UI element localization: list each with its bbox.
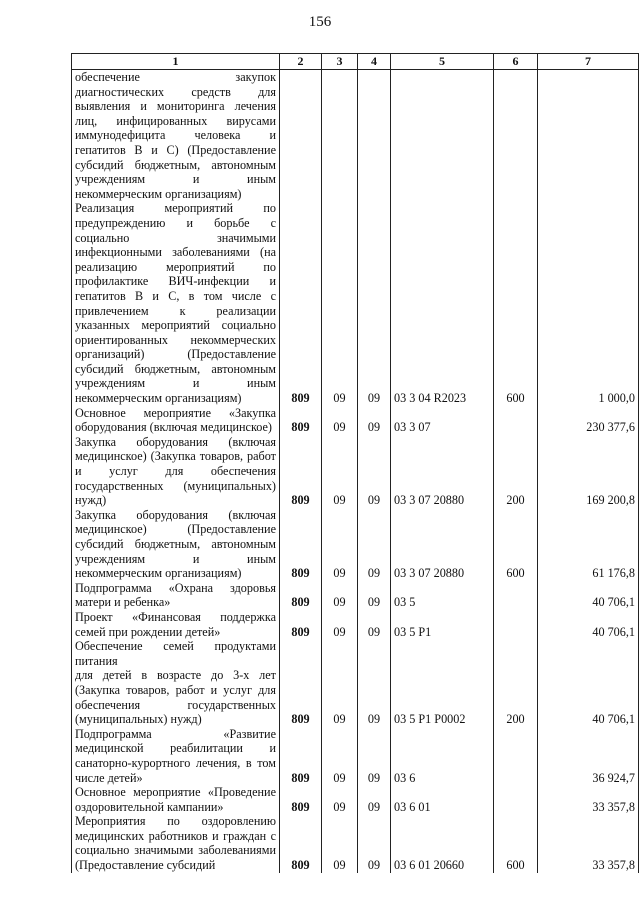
row-description	[72, 639, 280, 727]
description-line: организаций) (Предоставление	[75, 347, 276, 362]
amount: 36 924,7	[538, 727, 639, 785]
description-line: медицинской реабилитации и	[75, 741, 276, 756]
grbs-code: 809	[280, 785, 322, 814]
row-description	[72, 508, 280, 581]
expense-type-code: 600	[494, 814, 538, 872]
expense-type-code: 600	[494, 508, 538, 581]
expense-type-code: 200	[494, 435, 538, 508]
subsection-code: 09	[358, 406, 391, 435]
description-line: профилактике ВИЧ-инфекции и	[75, 274, 276, 289]
budget-table	[71, 53, 639, 873]
description-line: Закупка оборудования (включая	[75, 507, 276, 522]
section-code: 09	[322, 610, 358, 639]
subsection-code: 09	[358, 581, 391, 610]
description-line: некоммерческим организациям)	[75, 186, 242, 201]
table-body	[72, 70, 639, 873]
grbs-code: 809	[280, 201, 322, 405]
description-line: обеспечение закупок	[75, 70, 276, 84]
subsection-code: 09	[358, 610, 391, 639]
expense-type-code	[494, 581, 538, 610]
col-header-pr: 4	[358, 54, 391, 70]
description-line: Основное мероприятие «Проведение	[75, 785, 276, 800]
grbs-code: 809	[280, 581, 322, 610]
description-line: реализацию мероприятий по	[75, 259, 276, 274]
subsection-code: 09	[358, 785, 391, 814]
section-code: 09	[322, 785, 358, 814]
row-description	[72, 610, 280, 639]
description-line: выявления и мониторинга лечения	[75, 99, 276, 114]
description-line: медицинское) (Предоставление	[75, 522, 276, 537]
description-line: учреждениям и иным	[75, 551, 276, 566]
expense-type-code: 200	[494, 639, 538, 727]
description-line: Обеспечение семей продуктами	[75, 639, 276, 654]
row-description	[72, 581, 280, 610]
description-line: диагностических средств для	[75, 84, 276, 99]
amount: 40 706,1	[538, 581, 639, 610]
description-line: Подпрограмма «Развитие	[75, 726, 276, 741]
description-line: субсидий бюджетным, автономным	[75, 537, 276, 551]
row-description	[72, 435, 280, 508]
grbs-code: 809	[280, 727, 322, 785]
target-article-code: 03 3 04 R2023	[391, 201, 494, 405]
description-line: числе детей»	[75, 770, 143, 785]
table-row	[72, 610, 639, 639]
row-description	[72, 785, 280, 814]
subsection-code: 09	[358, 201, 391, 405]
table-row	[72, 639, 639, 727]
section-code: 09	[322, 201, 358, 405]
description-line: Подпрограмма «Охрана здоровья	[75, 580, 276, 595]
expense-type-code	[494, 785, 538, 814]
row-description	[72, 814, 280, 872]
description-line: оздоровительной кампании»	[75, 799, 224, 814]
description-line: санаторно-курортного лечения, в том	[75, 755, 276, 770]
table-row	[72, 508, 639, 581]
subsection-code: 09	[358, 727, 391, 785]
expense-type-code	[494, 70, 538, 202]
description-line: Реализация мероприятий по	[75, 201, 276, 216]
description-line: матери и ребенка»	[75, 595, 171, 610]
section-code: 09	[322, 639, 358, 727]
description-line: для детей в возрасте до 3-х лет	[75, 668, 276, 683]
target-article-code: 03 6 01	[391, 785, 494, 814]
col-header-sum: 7	[538, 54, 639, 70]
amount: 33 357,8	[538, 785, 639, 814]
description-line: учреждениям и иным	[75, 376, 276, 391]
table-row	[72, 581, 639, 610]
description-line: лиц, инфицированных вирусами	[75, 113, 276, 128]
description-line: социально значимыми заболеваниями	[75, 843, 276, 858]
section-code: 09	[322, 508, 358, 581]
section-code: 09	[322, 727, 358, 785]
expense-type-code	[494, 406, 538, 435]
row-description	[72, 727, 280, 785]
row-description	[72, 406, 280, 435]
target-article-code: 03 5 P1	[391, 610, 494, 639]
table-row	[72, 435, 639, 508]
description-line: субсидий бюджетным, автономным	[75, 361, 276, 376]
row-description	[72, 70, 280, 202]
expense-type-code: 600	[494, 201, 538, 405]
description-line: медицинское) (Закупка товаров, работ	[75, 449, 276, 464]
description-line: семей при рождении детей»	[75, 624, 221, 639]
target-article-code: 03 3 07 20880	[391, 508, 494, 581]
description-line: гепатитов В и С) (Предоставление	[75, 142, 276, 157]
grbs-code: 809	[280, 610, 322, 639]
amount: 40 706,1	[538, 639, 639, 727]
description-line: предупреждению и борьбе с	[75, 215, 276, 230]
amount: 33 357,8	[538, 814, 639, 872]
col-header-csr: 5	[391, 54, 494, 70]
table-row	[72, 814, 639, 872]
grbs-code: 809	[280, 508, 322, 581]
section-code: 09	[322, 435, 358, 508]
grbs-code: 809	[280, 435, 322, 508]
description-line: указанных мероприятий социально	[75, 318, 276, 333]
table-row	[72, 201, 639, 405]
table-row	[72, 785, 639, 814]
description-line: и услуг для обеспечения	[75, 464, 276, 479]
description-line: оборудования (включая медицинское)	[75, 420, 272, 435]
page-number: 156	[308, 14, 332, 30]
description-line: привлечением к реализации	[75, 303, 276, 318]
description-line: Закупка оборудования (включая	[75, 434, 276, 449]
amount: 40 706,1	[538, 610, 639, 639]
section-code: 09	[322, 814, 358, 872]
target-article-code: 03 3 07 20880	[391, 435, 494, 508]
target-article-code: 03 6	[391, 727, 494, 785]
grbs-code: 809	[280, 639, 322, 727]
description-line: учреждениям и иным	[75, 172, 276, 187]
grbs-code: 809	[280, 814, 322, 872]
description-line: ориентированных некоммерческих	[75, 332, 276, 347]
section-code	[322, 70, 358, 202]
description-line: субсидий бюджетным, автономным	[75, 157, 276, 172]
table-row	[72, 70, 639, 202]
description-line: социально значимыми	[75, 230, 276, 245]
target-article-code: 03 5 P1 P0002	[391, 639, 494, 727]
col-header-grbs: 2	[280, 54, 322, 70]
description-line: некоммерческим организациям)	[75, 566, 242, 581]
amount: 1 000,0	[538, 201, 639, 405]
description-line: иммунодефицита человека и	[75, 128, 276, 143]
subsection-code: 09	[358, 814, 391, 872]
description-line: гепатитов В и С, в том числе с	[75, 288, 276, 303]
amount: 61 176,8	[538, 508, 639, 581]
expense-type-code	[494, 727, 538, 785]
table-row	[72, 727, 639, 785]
description-line: (Предоставление субсидий	[75, 858, 216, 873]
col-header-rz: 3	[322, 54, 358, 70]
description-line: (муниципальных) нужд)	[75, 712, 202, 727]
description-line: некоммерческим организациям)	[75, 391, 242, 406]
description-line: Мероприятия по оздоровлению	[75, 814, 276, 829]
description-line: Проект «Финансовая поддержка	[75, 609, 276, 624]
description-line: инфекционными заболеваниями (на	[75, 245, 276, 260]
description-line: обеспечения государственных	[75, 697, 276, 712]
header-row	[72, 54, 639, 70]
amount: 230 377,6	[538, 406, 639, 435]
amount: 169 200,8	[538, 435, 639, 508]
section-code: 09	[322, 581, 358, 610]
target-article-code	[391, 70, 494, 202]
expense-type-code	[494, 610, 538, 639]
subsection-code: 09	[358, 435, 391, 508]
target-article-code: 03 5	[391, 581, 494, 610]
description-line: нужд)	[75, 493, 107, 508]
subsection-code: 09	[358, 639, 391, 727]
subsection-code: 09	[358, 508, 391, 581]
section-code: 09	[322, 406, 358, 435]
row-description	[72, 201, 280, 405]
description-line: питания	[75, 653, 118, 668]
description-line: (Закупка товаров, работ и услуг для	[75, 682, 276, 697]
col-header-vr: 6	[494, 54, 538, 70]
grbs-code: 809	[280, 406, 322, 435]
grbs-code	[280, 70, 322, 202]
description-line: медицинских работников и граждан с	[75, 828, 276, 843]
amount	[538, 70, 639, 202]
subsection-code	[358, 70, 391, 202]
description-line: государственных (муниципальных)	[75, 478, 276, 493]
description-line: Основное мероприятие «Закупка	[75, 405, 276, 420]
target-article-code: 03 3 07	[391, 406, 494, 435]
table-row	[72, 406, 639, 435]
col-header-name: 1	[72, 54, 280, 70]
target-article-code: 03 6 01 20660	[391, 814, 494, 872]
